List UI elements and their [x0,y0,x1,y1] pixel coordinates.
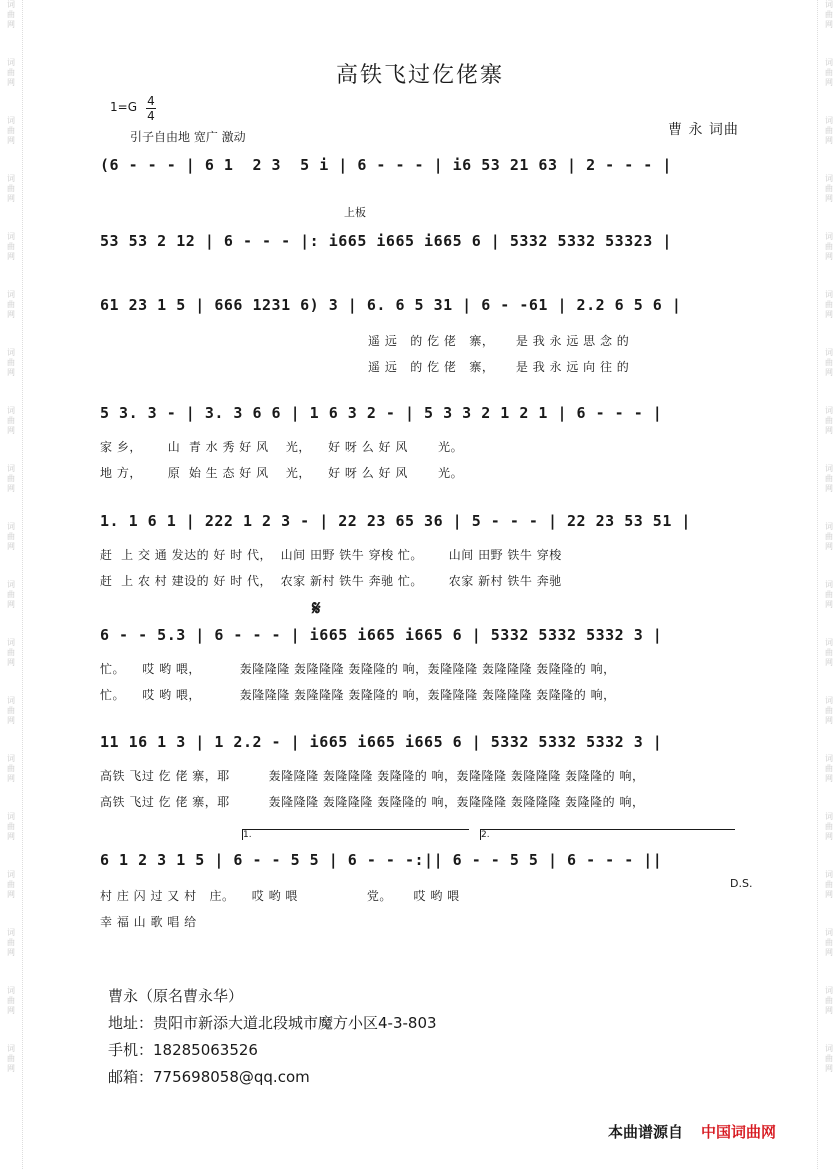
watermark-mark [7,406,15,436]
watermark-strip-left [0,0,23,1169]
watermark-char: 网 [825,948,833,957]
watermark-char: 词 [7,406,15,415]
watermark-char: 网 [825,78,833,87]
watermark-mark [7,986,15,1016]
shangban-marking: 上板 [344,206,366,219]
notation-line: 53 53 2 12 | 6 - - - |: i665 i665 i665 6 | 5332 5332 53323 | [100,232,672,250]
watermark-char: 网 [825,136,833,145]
watermark-char: 曲 [825,1054,833,1063]
watermark-char: 网 [7,948,15,957]
watermark-mark [825,1044,833,1074]
notation-line: 6 - - 5.3 | 6 - - - | i665 i665 i665 6 | 5332 5332 5332 3 | [100,626,663,644]
watermark-char: 词 [7,754,15,763]
watermark-char: 网 [825,426,833,435]
watermark-mark [7,638,15,668]
watermark-mark [825,928,833,958]
source-label: 本曲谱源自 [608,1123,684,1141]
notation-line: (6 - - - | 6 1 2 3 5 i | 6 - - - | i6 53 21 63 | 2 - - - | [100,156,672,174]
watermark-char: 曲 [825,416,833,425]
watermark-char: 词 [7,522,15,531]
watermark-char: 网 [825,194,833,203]
watermark-char: 网 [825,20,833,29]
watermark-mark [7,522,15,552]
watermark-char: 曲 [825,996,833,1005]
watermark-char: 网 [7,832,15,841]
watermark-mark [7,348,15,378]
watermark-char: 词 [7,580,15,589]
watermark-char: 词 [825,232,833,241]
ds-marking: D.S. [730,877,753,890]
lyric-verse-1: 村 庄 闪 过 又 村 庄。 哎 哟 喂 党。 哎 哟 喂 [100,889,460,903]
watermark-char: 词 [7,348,15,357]
contact-address: 地址：贵阳市新添大道北段城市魔方小区4-3-803 [108,1014,437,1032]
segno-sign: 𝄋 [312,596,321,620]
watermark-char: 曲 [7,996,15,1005]
watermark-char: 词 [825,638,833,647]
watermark-char: 曲 [825,242,833,251]
watermark-char: 曲 [7,822,15,831]
watermark-char: 网 [825,542,833,551]
watermark-mark [7,870,15,900]
watermark-char: 词 [825,406,833,415]
watermark-char: 网 [7,600,15,609]
watermark-char: 网 [7,716,15,725]
lyric-verse-2: 幸 福 山 歌 唱 给 [100,915,197,929]
watermark-mark [7,290,15,320]
lyric-verse-1: 赶 上 交 通 发达的 好 时 代， 山间 田野 铁牛 穿梭 忙。 山间 田野 铁牛 穿梭 [100,548,562,562]
watermark-char: 词 [7,986,15,995]
watermark-mark [825,638,833,668]
watermark-char: 词 [7,638,15,647]
time-signature [146,94,156,123]
watermark-char: 词 [825,1044,833,1053]
song-title: 高铁飞过仡佬寨 [335,63,504,88]
watermark-char: 网 [7,426,15,435]
watermark-char: 网 [7,1064,15,1073]
watermark-char: 曲 [825,358,833,367]
watermark-mark [7,174,15,204]
watermark-char: 词 [825,580,833,589]
watermark-char: 曲 [7,648,15,657]
contact-email: 邮箱：775698058@qq.com [108,1068,310,1086]
watermark-char: 网 [7,774,15,783]
lyric-verse-2: 地 方， 原 始 生 态 好 风 光， 好 呀 么 好 风 光。 [100,466,464,480]
watermark-char: 曲 [7,532,15,541]
watermark-char: 网 [825,832,833,841]
watermark-char: 网 [7,1006,15,1015]
watermark-char: 词 [825,116,833,125]
watermark-mark [825,812,833,842]
watermark-mark [7,696,15,726]
watermark-char: 曲 [825,10,833,19]
watermark-char: 词 [7,290,15,299]
watermark-char: 词 [7,464,15,473]
watermark-char: 曲 [825,880,833,889]
watermark-mark [7,1044,15,1074]
watermark-char: 词 [825,58,833,67]
tempo-marking: 引子自由地 宽广 激动 [130,130,246,144]
contact-name: 曹永（原名曹永华） [108,987,244,1005]
watermark-char: 网 [7,136,15,145]
watermark-char: 网 [825,1064,833,1073]
watermark-char: 曲 [7,300,15,309]
watermark-char: 曲 [7,358,15,367]
watermark-char: 曲 [7,10,15,19]
watermark-mark [7,928,15,958]
watermark-char: 曲 [825,68,833,77]
contact-phone: 手机：18285063526 [108,1041,258,1059]
watermark-char: 网 [825,1006,833,1015]
watermark-char: 曲 [825,764,833,773]
watermark-char: 曲 [7,416,15,425]
notation-line: 6 1 2 3 1 5 | 6 - - 5 5 | 6 - - -:|| 6 - - 5 5 | 6 - - - || [100,851,663,869]
watermark-mark [7,754,15,784]
watermark-char: 网 [825,890,833,899]
watermark-mark [825,290,833,320]
lyric-verse-1: 高铁 飞过 仡 佬 寨，耶 轰隆隆隆 轰隆隆隆 轰隆隆的 响，轰隆隆隆 轰隆隆隆 轰隆隆的 响， [100,769,645,783]
watermark-char: 词 [7,58,15,67]
watermark-char: 网 [7,78,15,87]
watermark-mark [825,232,833,262]
composer-credit: 曹 永 词曲 [668,122,739,138]
watermark-char: 曲 [825,938,833,947]
watermark-mark [825,464,833,494]
watermark-char: 词 [825,812,833,821]
watermark-char: 网 [7,252,15,261]
source-site-link[interactable]: 中国词曲网 [701,1123,777,1141]
watermark-char: 曲 [7,706,15,715]
volta-bracket-2 [480,829,735,840]
watermark-mark [7,232,15,262]
watermark-mark [7,464,15,494]
watermark-char: 词 [7,116,15,125]
watermark-mark [825,522,833,552]
watermark-char: 网 [7,890,15,899]
watermark-char: 曲 [7,68,15,77]
watermark-char: 网 [7,368,15,377]
lyric-verse-1: 遥 远 的 仡 佬 寨， 是 我 永 远 思 念 的 [368,334,630,348]
lyric-verse-2: 忙。 哎 哟 喂， 轰隆隆隆 轰隆隆隆 轰隆隆的 响，轰隆隆隆 轰隆隆隆 轰隆隆的 响， [100,688,616,702]
watermark-char: 曲 [825,532,833,541]
watermark-char: 词 [825,0,833,9]
watermark-mark [825,406,833,436]
watermark-char: 词 [825,928,833,937]
watermark-char: 词 [7,870,15,879]
watermark-mark [825,870,833,900]
watermark-char: 词 [825,696,833,705]
watermark-char: 曲 [825,822,833,831]
time-signature-bottom: 4 [147,109,155,123]
watermark-char: 曲 [7,764,15,773]
watermark-char: 网 [825,310,833,319]
volta-2-label: 2. [481,830,490,840]
time-signature-top: 4 [147,94,155,108]
watermark-char: 曲 [825,184,833,193]
watermark-char: 曲 [7,1054,15,1063]
watermark-mark [825,986,833,1016]
watermark-char: 词 [825,754,833,763]
watermark-mark [825,754,833,784]
watermark-char: 网 [7,194,15,203]
watermark-char: 词 [7,812,15,821]
contact-info [108,983,437,1091]
watermark-char: 曲 [7,590,15,599]
watermark-char: 网 [7,542,15,551]
watermark-char: 网 [825,774,833,783]
watermark-char: 网 [825,716,833,725]
volta-1-label: 1. [243,830,252,840]
watermark-char: 曲 [825,474,833,483]
lyric-verse-2: 赶 上 农 村 建设的 好 时 代， 农家 新村 铁牛 奔驰 忙。 农家 新村 铁牛 奔驰 [100,574,562,588]
watermark-char: 曲 [7,474,15,483]
watermark-char: 网 [825,600,833,609]
notation-line: 61 23 1 5 | 666 1231 6) 3 | 6. 6 5 31 | 6 - -61 | 2.2 6 5 6 | [100,296,682,314]
watermark-mark [7,812,15,842]
watermark-char: 曲 [7,242,15,251]
watermark-mark [825,0,833,30]
lyric-verse-1: 忙。 哎 哟 喂， 轰隆隆隆 轰隆隆隆 轰隆隆的 响，轰隆隆隆 轰隆隆隆 轰隆隆的 响， [100,662,616,676]
watermark-strip-right [817,0,840,1169]
watermark-char: 曲 [7,126,15,135]
watermark-char: 词 [7,232,15,241]
watermark-char: 词 [825,174,833,183]
notation-line: 1. 1 6 1 | 222 1 2 3 - | 22 23 65 36 | 5 - - - | 22 23 53 51 | [100,512,691,530]
watermark-mark [825,116,833,146]
watermark-mark [825,696,833,726]
watermark-char: 曲 [825,706,833,715]
watermark-char: 曲 [825,590,833,599]
watermark-char: 词 [825,522,833,531]
watermark-char: 词 [825,290,833,299]
watermark-char: 词 [825,348,833,357]
watermark-char: 曲 [825,648,833,657]
watermark-char: 曲 [7,880,15,889]
watermark-char: 曲 [7,938,15,947]
watermark-char: 曲 [7,184,15,193]
watermark-char: 词 [7,174,15,183]
watermark-char: 网 [825,484,833,493]
watermark-mark [825,174,833,204]
watermark-mark [825,348,833,378]
key-signature: 1=G [110,100,137,114]
watermark-mark [825,580,833,610]
watermark-char: 词 [7,928,15,937]
watermark-char: 词 [7,1044,15,1053]
watermark-char: 网 [825,252,833,261]
watermark-mark [7,116,15,146]
notation-line: 5 3. 3 - | 3. 3 6 6 | 1 6 3 2 - | 5 3 3 2 1 2 1 | 6 - - - | [100,404,663,422]
watermark-char: 曲 [825,300,833,309]
watermark-char: 网 [825,368,833,377]
lyric-verse-2: 高铁 飞过 仡 佬 寨，耶 轰隆隆隆 轰隆隆隆 轰隆隆的 响，轰隆隆隆 轰隆隆隆 轰隆隆的 响， [100,795,645,809]
lyric-verse-1: 家 乡， 山 青 水 秀 好 风 光， 好 呀 么 好 风 光。 [100,440,464,454]
watermark-char: 网 [825,658,833,667]
watermark-char: 曲 [825,126,833,135]
watermark-char: 词 [825,870,833,879]
lyric-verse-2: 遥 远 的 仡 佬 寨， 是 我 永 远 向 往 的 [368,360,630,374]
source-credit [608,1121,776,1142]
volta-bracket-1 [242,829,469,840]
watermark-char: 词 [825,464,833,473]
watermark-char: 网 [7,484,15,493]
watermark-char: 词 [7,0,15,9]
watermark-mark [7,0,15,30]
watermark-mark [7,580,15,610]
watermark-char: 词 [825,986,833,995]
watermark-char: 词 [7,696,15,705]
watermark-char: 网 [7,658,15,667]
notation-line: 11 16 1 3 | 1 2.2 - | i665 i665 i665 6 | 5332 5332 5332 3 | [100,733,663,751]
watermark-char: 网 [7,20,15,29]
watermark-char: 网 [7,310,15,319]
